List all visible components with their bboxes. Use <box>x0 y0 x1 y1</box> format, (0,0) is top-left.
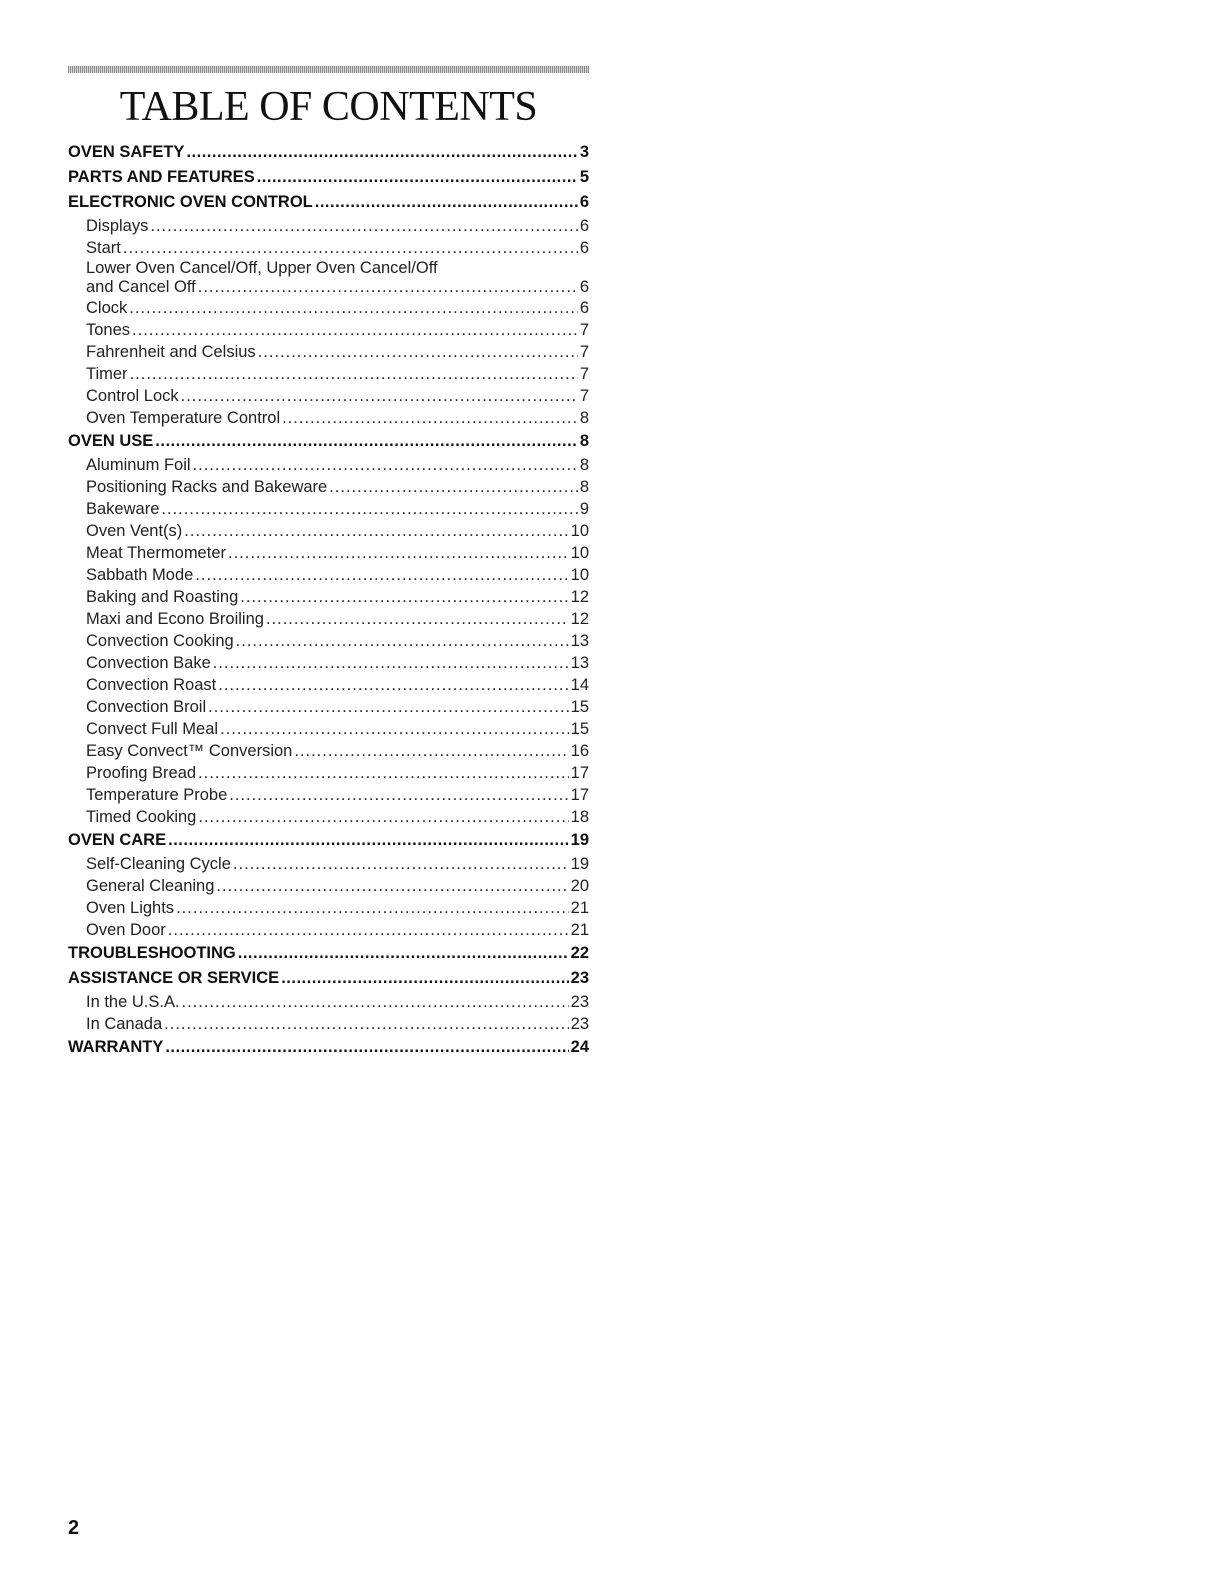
toc-entry-label: Clock <box>86 299 128 317</box>
toc-leader-dots <box>236 630 569 652</box>
toc-entry-page: 20 <box>570 877 589 895</box>
toc-subsection-entry <box>68 341 589 363</box>
toc-section-entry <box>68 165 589 190</box>
toc-entry-label: ELECTRONIC OVEN CONTROL <box>68 193 313 211</box>
toc-subsection-entry <box>68 897 589 919</box>
toc-section-entry <box>68 966 589 991</box>
toc-subsection-entry <box>68 762 589 784</box>
toc-entry-page: 12 <box>570 610 589 628</box>
toc-entry-page: 7 <box>579 343 589 361</box>
toc-subsection-entry <box>68 454 589 476</box>
toc-entry-label: OVEN SAFETY <box>68 143 185 161</box>
toc-subsection-entry <box>68 740 589 762</box>
toc-entry-page: 23 <box>570 993 589 1011</box>
toc-entry-label: ASSISTANCE OR SERVICE <box>68 969 280 987</box>
toc-entry-label: PARTS AND FEATURES <box>68 168 255 186</box>
toc-entry-label: Meat Thermometer <box>86 544 226 562</box>
toc-subsection-entry <box>68 674 589 696</box>
toc-entry-page: 3 <box>579 143 589 161</box>
toc-entry-label: Convection Broil <box>86 698 207 716</box>
toc-entry-page: 21 <box>570 899 589 917</box>
toc-entry-label: TROUBLESHOOTING <box>68 944 236 962</box>
toc-leader-dots <box>233 853 569 875</box>
toc-entry-label: OVEN USE <box>68 432 154 450</box>
toc-entry-page: 5 <box>579 168 589 186</box>
toc-leader-dots <box>198 278 578 297</box>
table-of-contents <box>68 140 589 1060</box>
toc-entry-page: 14 <box>570 676 589 694</box>
toc-entry-label: Lower Oven Cancel/Off, Upper Oven Cancel/Off <box>86 259 438 277</box>
toc-section-entry <box>68 828 589 853</box>
toc-subsection-entry <box>68 696 589 718</box>
toc-leader-dots <box>184 520 568 542</box>
toc-subsection-entry <box>68 853 589 875</box>
toc-entry-label: General Cleaning <box>86 877 215 895</box>
toc-entry-page: 6 <box>579 299 589 317</box>
toc-leader-dots <box>213 652 569 674</box>
toc-leader-dots <box>198 762 569 784</box>
toc-entry-page: 15 <box>570 720 589 738</box>
toc-entry-page: 6 <box>579 278 589 296</box>
toc-entry-page: 10 <box>570 566 589 584</box>
toc-entry-page: 21 <box>570 921 589 939</box>
toc-entry-page: 10 <box>570 522 589 540</box>
toc-entry-label: Temperature Probe <box>86 786 228 804</box>
toc-entry-label: Baking and Roasting <box>86 588 239 606</box>
toc-leader-dots <box>216 875 568 897</box>
toc-entry-page: 6 <box>579 239 589 257</box>
toc-leader-dots <box>132 319 578 341</box>
toc-subsection-entry <box>68 520 589 542</box>
toc-section-entry <box>68 429 589 454</box>
toc-subsection-entry <box>68 586 589 608</box>
toc-subsection-entry <box>68 385 589 407</box>
toc-section-entry <box>68 941 589 966</box>
toc-entry-page: 19 <box>570 855 589 873</box>
toc-entry-label: WARRANTY <box>68 1038 164 1056</box>
toc-leader-dots <box>238 941 569 966</box>
toc-subsection-entry <box>68 407 589 429</box>
toc-entry-label: Easy Convect™ Conversion <box>86 742 293 760</box>
toc-entry-label: Oven Temperature Control <box>86 409 281 427</box>
toc-leader-dots <box>123 237 578 259</box>
toc-entry-page: 23 <box>570 1015 589 1033</box>
toc-entry-page: 6 <box>579 193 589 211</box>
toc-leader-dots <box>164 1013 568 1035</box>
toc-entry-label: In the U.S.A. <box>86 993 180 1011</box>
toc-entry-page: 22 <box>570 944 589 962</box>
toc-entry-label: and Cancel Off <box>86 278 196 296</box>
toc-entry-page: 8 <box>579 432 589 450</box>
toc-entry-label: Timed Cooking <box>86 808 197 826</box>
toc-subsection-entry <box>68 875 589 897</box>
toc-entry-page: 17 <box>570 764 589 782</box>
toc-subsection-entry <box>68 608 589 630</box>
toc-entry-page: 24 <box>570 1038 589 1056</box>
toc-leader-dots <box>228 542 569 564</box>
toc-entry-page: 13 <box>570 654 589 672</box>
toc-leader-dots <box>181 385 578 407</box>
toc-section-entry <box>68 1035 589 1060</box>
toc-entry-page: 7 <box>579 365 589 383</box>
toc-leader-dots <box>165 1035 568 1060</box>
toc-entry-label: Positioning Racks and Bakeware <box>86 478 328 496</box>
toc-subsection-entry <box>68 363 589 385</box>
toc-entry-label: Oven Door <box>86 921 166 939</box>
toc-entry-page: 23 <box>570 969 589 987</box>
toc-subsection-entry <box>68 297 589 319</box>
toc-leader-dots <box>168 919 569 941</box>
toc-subsection-entry <box>68 237 589 259</box>
toc-leader-dots <box>218 674 568 696</box>
toc-subsection-entry <box>68 498 589 520</box>
toc-entry-page: 16 <box>570 742 589 760</box>
toc-leader-dots <box>315 190 578 215</box>
toc-leader-dots <box>220 718 569 740</box>
toc-section-entry <box>68 140 589 165</box>
toc-section-entry <box>68 190 589 215</box>
toc-leader-dots <box>182 991 569 1013</box>
toc-subsection-entry <box>68 542 589 564</box>
toc-leader-dots <box>198 806 568 828</box>
toc-leader-dots <box>266 608 569 630</box>
toc-subsection-entry <box>68 806 589 828</box>
toc-leader-dots <box>195 564 568 586</box>
top-rule <box>68 66 589 73</box>
toc-entry-label: Tones <box>86 321 131 339</box>
toc-entry-label: OVEN CARE <box>68 831 167 849</box>
toc-entry-label: Maxi and Econo Broiling <box>86 610 264 628</box>
toc-entry-label: Aluminum Foil <box>86 456 191 474</box>
toc-subsection-entry <box>68 784 589 806</box>
toc-subsection-entry <box>68 1013 589 1035</box>
toc-leader-dots <box>129 297 578 319</box>
toc-entry-page: 9 <box>579 500 589 518</box>
toc-entry-page: 19 <box>570 831 589 849</box>
toc-entry-page: 12 <box>570 588 589 606</box>
toc-entry-label: Self-Cleaning Cycle <box>86 855 231 873</box>
toc-leader-dots <box>130 363 578 385</box>
toc-entry-label: Control Lock <box>86 387 179 405</box>
toc-entry-label: Convect Full Meal <box>86 720 219 738</box>
toc-subsection-entry <box>68 319 589 341</box>
toc-leader-dots <box>258 341 578 363</box>
toc-entry-page: 7 <box>579 387 589 405</box>
toc-leader-dots <box>176 897 569 919</box>
toc-subsection-entry <box>68 652 589 674</box>
toc-entry-page: 7 <box>579 321 589 339</box>
toc-entry-label: Fahrenheit and Celsius <box>86 343 256 361</box>
page-number: 2 <box>68 1517 80 1539</box>
toc-subsection-entry <box>68 718 589 740</box>
toc-entry-label: Displays <box>86 217 149 235</box>
toc-entry-label: Proofing Bread <box>86 764 197 782</box>
toc-leader-dots <box>240 586 568 608</box>
toc-leader-dots <box>229 784 568 806</box>
toc-entry-page: 18 <box>570 808 589 826</box>
toc-subsection-entry <box>68 259 589 278</box>
toc-entry-page: 6 <box>579 217 589 235</box>
toc-leader-dots <box>257 165 578 190</box>
toc-leader-dots <box>208 696 569 718</box>
toc-entry-page: 13 <box>570 632 589 650</box>
toc-leader-dots <box>281 966 568 991</box>
toc-entry-label: Start <box>86 239 121 257</box>
toc-leader-dots <box>150 215 577 237</box>
toc-subsection-entry <box>68 919 589 941</box>
toc-entry-page: 10 <box>570 544 589 562</box>
toc-entry-page: 8 <box>579 478 589 496</box>
toc-entry-label: Timer <box>86 365 128 383</box>
toc-leader-dots <box>282 407 578 429</box>
toc-leader-dots <box>155 429 578 454</box>
toc-entry-label: Bakeware <box>86 500 160 518</box>
toc-entry-label: Convection Cooking <box>86 632 234 650</box>
toc-entry-label: Convection Bake <box>86 654 211 672</box>
toc-entry-page: 17 <box>570 786 589 804</box>
toc-leader-dots <box>161 498 577 520</box>
toc-subsection-entry <box>68 630 589 652</box>
toc-subsection-entry <box>68 278 589 297</box>
toc-subsection-entry <box>68 476 589 498</box>
toc-leader-dots <box>193 454 578 476</box>
toc-leader-dots <box>294 740 568 762</box>
toc-leader-dots <box>329 476 578 498</box>
page-title: TABLE OF CONTENTS <box>119 84 538 130</box>
toc-entry-label: Oven Lights <box>86 899 175 917</box>
toc-entry-page: 8 <box>579 409 589 427</box>
toc-entry-page: 8 <box>579 456 589 474</box>
toc-entry-label: Oven Vent(s) <box>86 522 183 540</box>
toc-subsection-entry <box>68 991 589 1013</box>
toc-leader-dots <box>168 828 569 853</box>
toc-entry-page: 15 <box>570 698 589 716</box>
toc-entry-label: Sabbath Mode <box>86 566 194 584</box>
toc-entry-label: Convection Roast <box>86 676 217 694</box>
toc-leader-dots <box>186 140 577 165</box>
toc-subsection-entry <box>68 215 589 237</box>
toc-entry-label: In Canada <box>86 1015 163 1033</box>
toc-subsection-entry <box>68 564 589 586</box>
